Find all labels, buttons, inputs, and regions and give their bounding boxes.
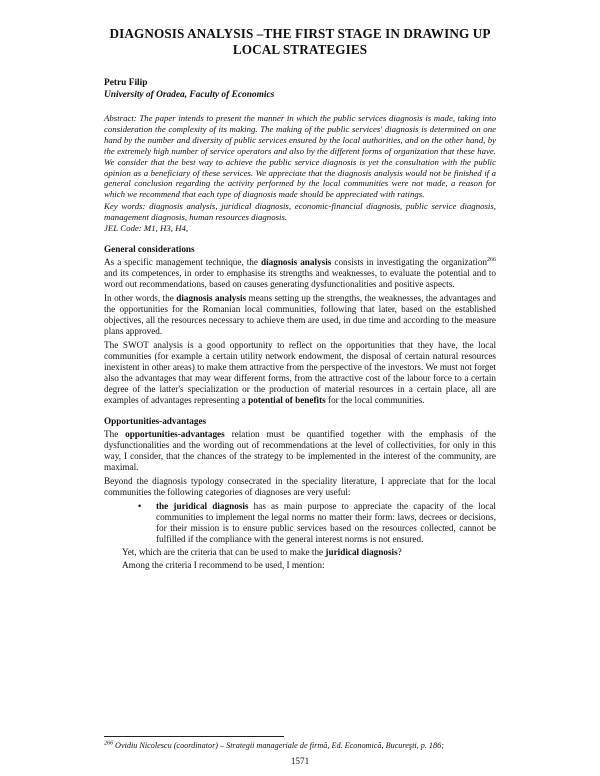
author-affiliation: University of Oradea, Faculty of Economics [104, 89, 275, 100]
paragraph: In other words, the diagnosis analysis means setting up the strengths, the weaknesses, the advantages and the opportunities for the Romanian local communities, following that later, based on the established objectives, all the resources necessary to achieve them are used, in due time and according to the measure plans approved. [104, 292, 497, 336]
section-heading: General considerations [104, 243, 195, 254]
paragraph: Beyond the diagnosis typology consecrated in the speciality literature, I appreciate that for the local communities the following categories of diagnoses are very useful: [104, 475, 496, 497]
paragraph: Yet, which are the criteria that can be used to make the juridical diagnosis? [122, 546, 402, 557]
footnote-divider [104, 736, 284, 737]
list-item: • the juridical diagnosis has as main purpose to appreciate the capacity of the local communities to implement the legal norms no matter their form: laws, decrees or decisions, for their mission is to ensure public services based on the resources collected, cannot be fulfilled if the compliance with the general interest norms is not ensured. [138, 500, 496, 544]
section-opportunities-advantages [104, 416, 496, 571]
keywords: Key words: diagnosis analysis, juridical diagnosis, economic-financial diagnosis, public service diagnosis, management diagnosis, human resources diagnosis. [104, 201, 496, 223]
paragraph: As a specific management technique, the diagnosis analysis consists in investigating the organization$^{266}$ and its competences, in order to emphasise its strengths and weaknesses, to evaluate the potential and to word out recommendations, based on causes generating dysfunctionalities and positive aspects. [104, 256, 497, 289]
paper-title: DIAGNOSIS ANALYSIS –THE FIRST STAGE IN DRAWING UP LOCAL STRATEGIES [109, 26, 491, 57]
author-name: Petru Filip [104, 78, 148, 88]
section-general-considerations [104, 244, 496, 406]
paragraph: Among the criteria I recommend to be used, I mention: [122, 559, 325, 570]
paragraph: The opportunities-advantages relation must be quantified together with the emphasis of the dysfunctionalities and the wording out of recommendations at the level of collectivities, for only in this way, I consider, that the chances of the strategy to be implemented in the interest of the community, are maximal. [104, 428, 496, 472]
abstract-block [104, 113, 496, 234]
abstract-text: Abstract: The paper intends to present the manner in which the public services diagnosis is made, taking into consideration the complexity of its making. The making of the public services' diagnosis is determined on one hand by the number and diversity of public services ensured by the local authorities, and on the other hand, by the extremely high number of service operators and also by the different forms of organization that these have. We consider that the best way to achieve the public service diagnosis is yet the consultation with the public opinion as a beneficiary of these services. We appreciate that the diagnosis analysis would not be finished if a general conclusion regarding the activity performed by the local communities were not made, a reason for which we recommend that each type of diagnosis made should be appreciated with ratings. [104, 113, 496, 200]
bullet-icon: • [138, 500, 142, 511]
page-content [104, 26, 496, 573]
paragraph: The SWOT analysis is a good opportunity to reflect on the opportunities that they have, the local communities (for example a certain utility network endowment, the disposal of certain natural resources inexistent in other areas) to make them attractive from the perspective of the investors. We must not forget also the advantages that may wear different forms, from the attractive cost of the labour force to a certain degree of the latter's specialization or the production of material resources in a certain place, all are examples of advantages representing a potential of benefits for the local communities. [104, 339, 496, 405]
footnote: $^{266}$ Ovidiu Nicolescu (coordinator) – Strategii manageriale de firmă, Ed. Economică, Bucureşti, p. 186; [104, 740, 444, 750]
jel-code: JEL Code: M1, H3, H4, [104, 223, 189, 234]
section-heading: Opportunities-advantages [104, 415, 207, 426]
footnote-ref: 266 [487, 256, 497, 263]
page-number: 1571 [290, 756, 310, 766]
